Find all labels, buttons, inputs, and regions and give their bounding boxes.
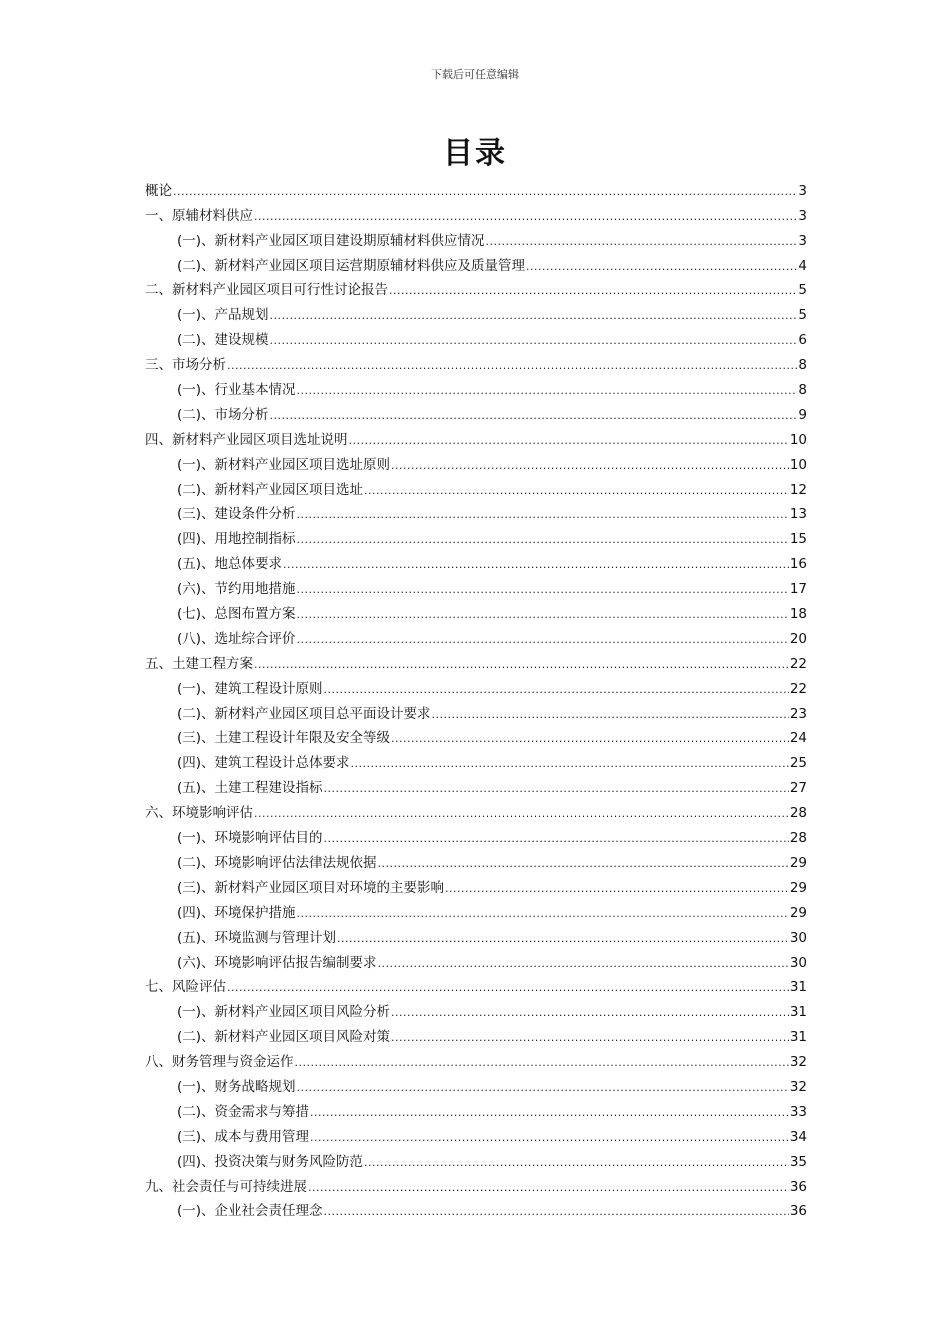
toc-leader-dots: [351, 756, 789, 772]
toc-entry-page-number: 25: [789, 755, 807, 772]
toc-entry-page-number: 20: [789, 630, 807, 647]
toc-entry-title: (二)、市场分析: [177, 406, 269, 423]
toc-entry-page-number: 36: [789, 1178, 807, 1195]
toc-leader-dots: [297, 607, 789, 623]
toc-entry[interactable]: [145, 548, 807, 573]
table-of-contents: [145, 175, 807, 1220]
page-header: 下载后可任意编辑: [431, 68, 519, 81]
toc-entry-title: (五)、地总体要求: [177, 556, 283, 573]
toc-entry-title: (一)、行业基本情况: [177, 382, 296, 399]
toc-entry-title: (七)、总图布置方案: [177, 606, 296, 623]
toc-entry-title: 概论: [145, 182, 172, 199]
toc-entry[interactable]: [145, 1146, 807, 1171]
toc-leader-dots: [349, 433, 789, 449]
toc-entry-page-number: 35: [789, 1153, 807, 1170]
toc-entry-page-number: 30: [789, 929, 807, 946]
toc-entry[interactable]: [145, 499, 807, 524]
toc-leader-dots: [324, 1204, 789, 1220]
toc-leader-dots: [526, 259, 797, 275]
toc-entry-title: (一)、企业社会责任理念: [177, 1203, 323, 1220]
toc-entry-page-number: 9: [798, 406, 807, 423]
toc-entry[interactable]: [145, 225, 807, 250]
toc-entry-page-number: 27: [789, 780, 807, 797]
toc-entry[interactable]: [145, 573, 807, 598]
toc-entry[interactable]: [145, 275, 807, 300]
toc-entry-title: (二)、环境影响评估法律法规依据: [177, 854, 377, 871]
toc-entry-page-number: 3: [798, 207, 807, 224]
toc-entry-page-number: 8: [798, 357, 807, 374]
toc-entry-page-number: 22: [789, 680, 807, 697]
toc-entry[interactable]: [145, 299, 807, 324]
toc-entry-page-number: 3: [798, 182, 807, 199]
toc-entry-title: 二、新材料产业园区项目可行性讨论报告: [145, 282, 388, 299]
toc-entry[interactable]: [145, 623, 807, 648]
toc-entry-title: (二)、建设规模: [177, 332, 269, 349]
toc-entry-title: (六)、节约用地措施: [177, 581, 296, 598]
toc-entry-page-number: 15: [789, 531, 807, 548]
toc-leader-dots: [308, 1180, 789, 1196]
toc-leader-dots: [324, 682, 789, 698]
toc-entry[interactable]: [145, 449, 807, 474]
toc-leader-dots: [254, 657, 789, 673]
toc-entry[interactable]: [145, 1096, 807, 1121]
toc-entry-title: (四)、投资决策与财务风险防范: [177, 1153, 364, 1170]
toc-entry[interactable]: [145, 723, 807, 748]
toc-entry[interactable]: [145, 747, 807, 772]
toc-leader-dots: [486, 234, 798, 250]
toc-entry-title: (三)、成本与费用管理: [177, 1128, 310, 1145]
toc-entry[interactable]: [145, 324, 807, 349]
toc-entry-page-number: 29: [789, 879, 807, 896]
toc-leader-dots: [295, 1055, 789, 1071]
toc-entry[interactable]: [145, 897, 807, 922]
toc-entry-page-number: 8: [798, 382, 807, 399]
toc-entry-page-number: 13: [789, 506, 807, 523]
toc-entry[interactable]: [145, 947, 807, 972]
toc-entry-title: 九、社会责任与可持续进展: [145, 1178, 307, 1195]
toc-entry-title: (五)、环境监测与管理计划: [177, 929, 337, 946]
toc-entry[interactable]: [145, 1121, 807, 1146]
toc-entry[interactable]: [145, 922, 807, 947]
toc-entry[interactable]: [145, 772, 807, 797]
toc-entry-title: (一)、建筑工程设计原则: [177, 680, 323, 697]
toc-leader-dots: [254, 209, 797, 225]
toc-leader-dots: [445, 881, 789, 897]
toc-entry[interactable]: [145, 598, 807, 623]
toc-leader-dots: [270, 333, 798, 349]
toc-leader-dots: [432, 707, 789, 723]
toc-leader-dots: [227, 980, 789, 996]
toc-entry-title: 七、风险评估: [145, 979, 226, 996]
toc-entry-page-number: 18: [789, 606, 807, 623]
toc-entry-title: 三、市场分析: [145, 357, 226, 374]
toc-entry-title: (四)、环境保护措施: [177, 904, 296, 921]
toc-leader-dots: [310, 1105, 789, 1121]
toc-entry[interactable]: [145, 797, 807, 822]
toc-entry[interactable]: [145, 698, 807, 723]
toc-leader-dots: [337, 931, 789, 947]
toc-entry-page-number: 3: [798, 232, 807, 249]
toc-entry[interactable]: [145, 648, 807, 673]
toc-entry-title: 四、新材料产业园区项目选址说明: [145, 431, 348, 448]
page-title: 目录: [443, 136, 507, 171]
toc-entry-title: (八)、选址综合评价: [177, 630, 296, 647]
toc-leader-dots: [391, 1005, 789, 1021]
toc-entry-page-number: 5: [798, 282, 807, 299]
toc-entry-page-number: 17: [789, 581, 807, 598]
toc-entry-page-number: 5: [798, 307, 807, 324]
toc-entry-page-number: 29: [789, 854, 807, 871]
toc-leader-dots: [391, 1030, 789, 1046]
toc-leader-dots: [270, 308, 798, 324]
toc-leader-dots: [297, 1080, 789, 1096]
toc-entry-title: (二)、新材料产业园区项目总平面设计要求: [177, 705, 431, 722]
toc-entry-title: (四)、用地控制指标: [177, 531, 296, 548]
toc-leader-dots: [391, 458, 789, 474]
toc-entry-page-number: 28: [789, 805, 807, 822]
toc-entry-page-number: 33: [789, 1103, 807, 1120]
toc-entry[interactable]: [145, 175, 807, 200]
toc-entry-title: (二)、新材料产业园区项目运营期原辅材料供应及质量管理: [177, 257, 526, 274]
toc-leader-dots: [270, 408, 798, 424]
toc-leader-dots: [227, 358, 797, 374]
toc-entry-page-number: 12: [789, 481, 807, 498]
toc-entry-page-number: 28: [789, 830, 807, 847]
toc-entry[interactable]: [145, 424, 807, 449]
toc-entry-page-number: 22: [789, 655, 807, 672]
toc-leader-dots: [389, 283, 797, 299]
toc-entry-page-number: 24: [789, 730, 807, 747]
toc-leader-dots: [378, 856, 789, 872]
toc-entry-title: (一)、新材料产业园区项目建设期原辅材料供应情况: [177, 232, 485, 249]
toc-entry[interactable]: [145, 972, 807, 997]
toc-entry[interactable]: [145, 1071, 807, 1096]
toc-entry[interactable]: [145, 200, 807, 225]
toc-entry-title: (二)、资金需求与筹措: [177, 1103, 310, 1120]
toc-entry-page-number: 31: [789, 1004, 807, 1021]
toc-entry-title: (一)、财务战略规划: [177, 1078, 296, 1095]
toc-entry-page-number: 16: [789, 556, 807, 573]
toc-leader-dots: [324, 781, 789, 797]
toc-entry-title: 五、土建工程方案: [145, 655, 253, 672]
toc-leader-dots: [310, 1130, 789, 1146]
toc-leader-dots: [173, 184, 797, 200]
toc-entry[interactable]: [145, 822, 807, 847]
toc-entry-title: (三)、土建工程设计年限及安全等级: [177, 730, 391, 747]
toc-entry-title: 六、环境影响评估: [145, 805, 253, 822]
toc-entry[interactable]: [145, 996, 807, 1021]
toc-entry-title: (一)、环境影响评估目的: [177, 830, 323, 847]
toc-entry[interactable]: [145, 1171, 807, 1196]
toc-leader-dots: [254, 806, 789, 822]
toc-entry-title: (一)、新材料产业园区项目选址原则: [177, 456, 391, 473]
toc-entry-title: 八、财务管理与资金运作: [145, 1054, 294, 1071]
toc-entry-title: (五)、土建工程建设指标: [177, 780, 323, 797]
toc-entry[interactable]: [145, 1021, 807, 1046]
toc-entry[interactable]: [145, 374, 807, 399]
toc-entry-page-number: 29: [789, 904, 807, 921]
toc-leader-dots: [297, 507, 789, 523]
toc-entry-page-number: 6: [798, 332, 807, 349]
toc-entry-title: (三)、新材料产业园区项目对环境的主要影响: [177, 879, 445, 896]
toc-entry[interactable]: [145, 847, 807, 872]
toc-leader-dots: [378, 956, 789, 972]
toc-entry[interactable]: [145, 349, 807, 374]
toc-entry[interactable]: [145, 872, 807, 897]
toc-leader-dots: [364, 1155, 789, 1171]
toc-entry-page-number: 32: [789, 1078, 807, 1095]
toc-entry-title: (三)、建设条件分析: [177, 506, 296, 523]
toc-entry-title: (一)、产品规划: [177, 307, 269, 324]
toc-leader-dots: [297, 906, 789, 922]
toc-entry[interactable]: [145, 474, 807, 499]
toc-entry-page-number: 31: [789, 1029, 807, 1046]
toc-entry-page-number: 32: [789, 1054, 807, 1071]
toc-leader-dots: [297, 532, 789, 548]
toc-entry-page-number: 31: [789, 979, 807, 996]
toc-leader-dots: [297, 582, 789, 598]
toc-leader-dots: [391, 731, 789, 747]
toc-leader-dots: [297, 383, 798, 399]
toc-entry-page-number: 4: [798, 257, 807, 274]
toc-entry-title: (二)、新材料产业园区项目风险对策: [177, 1029, 391, 1046]
toc-entry-title: (六)、环境影响评估报告编制要求: [177, 954, 377, 971]
toc-entry-title: 一、原辅材料供应: [145, 207, 253, 224]
toc-entry-page-number: 36: [789, 1203, 807, 1220]
toc-entry-title: (一)、新材料产业园区项目风险分析: [177, 1004, 391, 1021]
toc-entry-title: (二)、新材料产业园区项目选址: [177, 481, 364, 498]
toc-entry[interactable]: [145, 1196, 807, 1221]
toc-entry[interactable]: [145, 399, 807, 424]
toc-leader-dots: [324, 831, 789, 847]
toc-entry[interactable]: [145, 523, 807, 548]
toc-entry-page-number: 10: [789, 456, 807, 473]
toc-leader-dots: [297, 632, 789, 648]
toc-entry-page-number: 10: [789, 431, 807, 448]
toc-leader-dots: [283, 557, 789, 573]
toc-entry[interactable]: [145, 1046, 807, 1071]
toc-entry-page-number: 23: [789, 705, 807, 722]
toc-entry-page-number: 34: [789, 1128, 807, 1145]
toc-entry[interactable]: [145, 250, 807, 275]
toc-entry[interactable]: [145, 673, 807, 698]
toc-leader-dots: [364, 483, 789, 499]
toc-entry-title: (四)、建筑工程设计总体要求: [177, 755, 350, 772]
toc-entry-page-number: 30: [789, 954, 807, 971]
